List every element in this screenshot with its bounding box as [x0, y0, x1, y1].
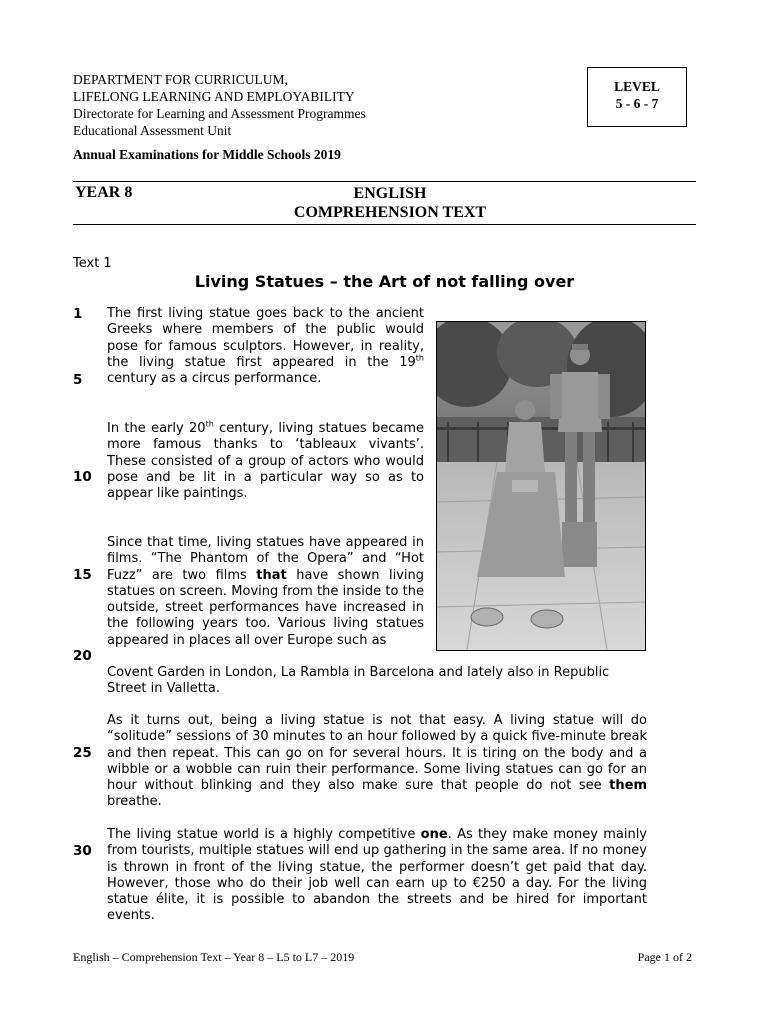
footer-text: English – Comprehension Text – Year 8 – L5 to L7 – 2019 [73, 950, 355, 964]
subject-heading [200, 184, 580, 222]
paragraph-5 [107, 827, 647, 925]
subject-line-1: ENGLISH [353, 185, 427, 202]
emphasis-word: them [609, 778, 647, 794]
level-label: LEVEL [614, 79, 660, 94]
page-title: Living Statues – the Art of not falling over [194, 272, 575, 291]
emphasis-word: one [420, 827, 448, 842]
emphasis-word: that [256, 567, 287, 583]
paragraph-text: century, living statues became more famous thanks to ‘tableaux vivants’. These consisted of a group of actors who would pose and be lit in a particular way so as to appear like paintings. [107, 421, 424, 502]
header-line-1: DEPARTMENT FOR CURRICULUM, [73, 72, 288, 87]
page-number: Page 1 of 2 [637, 950, 692, 964]
superscript: th [415, 353, 424, 363]
level-box [587, 67, 687, 127]
header-line-2: LIFELONG LEARNING AND EMPLOYABILITY [73, 89, 355, 104]
exam-title: Annual Examinations for Middle Schools 2019 [73, 147, 341, 162]
paragraph-3-continued: Covent Garden in London, La Rambla in Barcelona and lately also in Republic Street in Valletta. [107, 665, 610, 697]
living-statues-photo [436, 321, 646, 651]
year-label: YEAR 8 [75, 184, 133, 201]
department-header [73, 71, 366, 139]
line-number: 15 [73, 567, 92, 583]
bottom-rule [73, 224, 696, 225]
paragraph-text: Since that time, living statues have appeared in films. “The Phantom of the Opera” and “Hot Fuzz” are two films [107, 535, 424, 583]
photo-illustration [437, 322, 645, 650]
paragraph-text: . As they make money mainly from tourists, multiple statues will end up gathering in the same area. If no money is thrown in front of the living statue, the performer doesn’t get paid that day. However, those who do their job well can earn up to €250 a day. For the living statue élite, it is possible to abandon the streets and be hired for important events. [107, 827, 647, 924]
header-line-4: Educational Assessment Unit [73, 123, 232, 138]
paragraph-text: century as a circus performance. [107, 371, 322, 387]
text-label: Text 1 [73, 256, 112, 271]
paragraph-2 [107, 421, 424, 502]
top-rule [73, 181, 696, 182]
line-number: 30 [73, 843, 92, 859]
header-line-3: Directorate for Learning and Assessment Programmes [73, 106, 366, 121]
paragraph-text: breathe. [107, 794, 162, 810]
line-number: 1 [73, 306, 83, 322]
paragraph-text: In the early 20 [107, 421, 206, 436]
paragraph-text: The living statue world is a highly competitive [107, 827, 421, 842]
line-number: 10 [73, 469, 92, 485]
line-number: 5 [73, 372, 83, 388]
superscript: th [205, 419, 214, 429]
paragraph-3 [107, 535, 424, 649]
subject-line-2: COMPREHENSION TEXT [293, 204, 487, 221]
paragraph-4 [107, 713, 647, 811]
paragraph-text: The first living statue goes back to the ancient Greeks where members of the public would pose for famous sculptors. However, in reality, the living statue first appeared in the 19 [107, 306, 424, 370]
paragraph-text: have shown living statues on screen. Moving from the inside to the outside, street performances have increased in the following years too. Various living statues appeared in places all over Europe such as [107, 567, 424, 648]
level-value: 5 - 6 - 7 [615, 96, 659, 111]
paragraph-text: As it turns out, being a living statue is not that easy. A living statue will do “solitude” sessions of 30 minutes to an hour followed by a quick five-minute break and then repeat. This can go on for several hours. It is tiring on the body and a wibble or a wobble can ruin their performance. Some living statues can go for an hour without blinking and they also make sure that people do not see [107, 713, 647, 794]
line-number: 20 [73, 648, 92, 664]
paragraph-1 [107, 306, 424, 387]
line-number: 25 [73, 745, 92, 761]
